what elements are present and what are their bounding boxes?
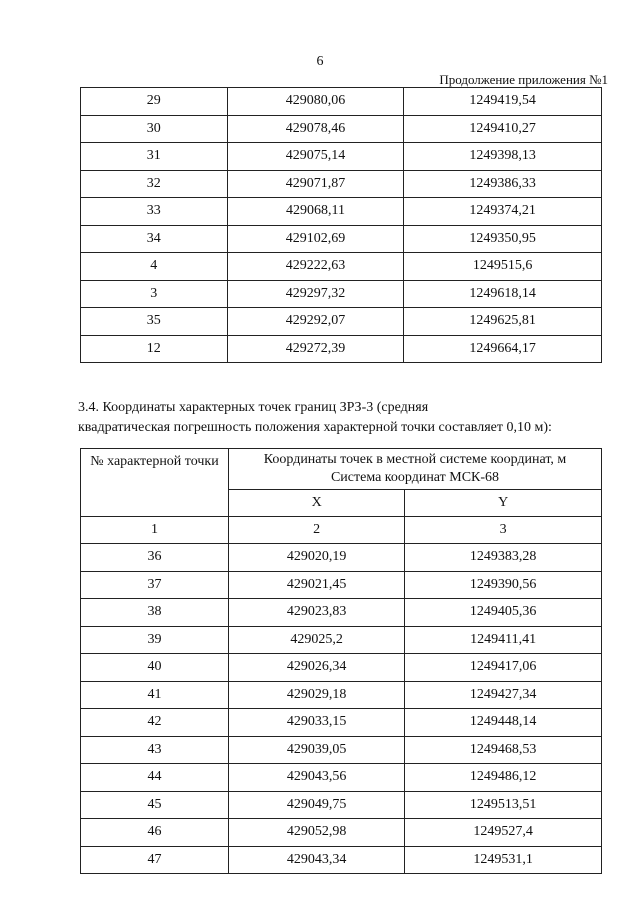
table-row [81, 571, 602, 599]
y-coordinate-cell: 1249390,56 [405, 571, 602, 599]
zrz3-coordinates-table [80, 448, 602, 874]
point-number-cell: 12 [81, 335, 228, 363]
point-number-cell: 41 [81, 681, 229, 709]
x-coordinate-cell: 429026,34 [229, 654, 405, 682]
y-coordinate-cell: 1249448,14 [405, 709, 602, 737]
table-row [81, 143, 602, 171]
y-coordinate-cell: 1249417,06 [405, 654, 602, 682]
table-row [81, 709, 602, 737]
y-coordinate-cell: 1249383,28 [405, 544, 602, 572]
table-row [81, 681, 602, 709]
point-number-cell: 44 [81, 764, 229, 792]
table-row [81, 170, 602, 198]
y-coordinate-cell: 1249374,21 [404, 198, 602, 226]
header-coordinates-line2: Система координат МСК-68 [330, 470, 500, 485]
x-coordinate-cell: 429102,69 [227, 225, 404, 253]
table-row [81, 198, 602, 226]
point-number-cell: 33 [81, 198, 228, 226]
appendix-continuation-note: Продолжение приложения №1 [439, 72, 608, 87]
y-coordinate-cell: 1249513,51 [405, 791, 602, 819]
x-coordinate-cell: 429068,11 [227, 198, 404, 226]
x-coordinate-cell: 429297,32 [227, 280, 404, 308]
point-number-cell: 3 [81, 280, 228, 308]
y-coordinate-cell: 1249398,13 [404, 143, 602, 171]
y-coordinate-cell: 1249664,17 [404, 335, 602, 363]
x-coordinate-cell: 429020,19 [229, 544, 405, 572]
y-coordinate-cell: 1249410,27 [404, 115, 602, 143]
table-row [81, 654, 602, 682]
point-number-cell: 37 [81, 571, 229, 599]
table-row [81, 626, 602, 654]
x-coordinate-cell: 429025,2 [229, 626, 405, 654]
y-coordinate-cell: 1249527,4 [405, 819, 602, 847]
x-coordinate-cell: 429043,34 [229, 846, 405, 874]
point-number-cell: 35 [81, 308, 228, 336]
coordinates-table-continued [80, 87, 602, 363]
table-row [81, 88, 602, 116]
x-coordinate-cell: 429222,63 [227, 253, 404, 281]
column-index: 1 [81, 517, 229, 544]
point-number-cell: 4 [81, 253, 228, 281]
point-number-cell: 38 [81, 599, 229, 627]
point-number-cell: 29 [81, 88, 228, 116]
point-number-cell: 32 [81, 170, 228, 198]
point-number-cell: 36 [81, 544, 229, 572]
x-coordinate-cell: 429023,83 [229, 599, 405, 627]
point-number-cell: 45 [81, 791, 229, 819]
x-coordinate-cell: 429272,39 [227, 335, 404, 363]
section-line-1: 3.4. Координаты характерных точек границ ЗРЗ-3 (средняя [78, 400, 429, 415]
x-coordinate-cell: 429075,14 [227, 143, 404, 171]
y-coordinate-cell: 1249411,41 [405, 626, 602, 654]
table-row [81, 791, 602, 819]
table-row [81, 846, 602, 874]
x-coordinate-cell: 429052,98 [229, 819, 405, 847]
point-number-cell: 30 [81, 115, 228, 143]
table-row [81, 308, 602, 336]
column-index: 3 [405, 517, 602, 544]
y-coordinate-cell: 1249486,12 [405, 764, 602, 792]
y-coordinate-cell: 1249468,53 [405, 736, 602, 764]
x-coordinate-cell: 429043,56 [229, 764, 405, 792]
y-coordinate-cell: 1249405,36 [405, 599, 602, 627]
table-row [81, 225, 602, 253]
y-coordinate-cell: 1249618,14 [404, 280, 602, 308]
y-coordinate-cell: 1249350,95 [404, 225, 602, 253]
header-x: X [229, 490, 405, 517]
table-row [81, 115, 602, 143]
point-number-cell: 31 [81, 143, 228, 171]
x-coordinate-cell: 429021,45 [229, 571, 405, 599]
point-number-cell: 46 [81, 819, 229, 847]
header-point-number: № характерной точки [81, 449, 229, 517]
x-coordinate-cell: 429080,06 [227, 88, 404, 116]
header-coordinates-line1: Координаты точек в местной системе координат, м [263, 452, 567, 467]
x-coordinate-cell: 429029,18 [229, 681, 405, 709]
point-number-cell: 39 [81, 626, 229, 654]
x-coordinate-cell: 429292,07 [227, 308, 404, 336]
y-coordinate-cell: 1249625,81 [404, 308, 602, 336]
point-number-cell: 42 [81, 709, 229, 737]
x-coordinate-cell: 429033,15 [229, 709, 405, 737]
column-index-row [81, 517, 602, 544]
point-number-cell: 47 [81, 846, 229, 874]
page-number: 6 [316, 54, 324, 69]
x-coordinate-cell: 429039,05 [229, 736, 405, 764]
point-number-cell: 43 [81, 736, 229, 764]
y-coordinate-cell: 1249531,1 [405, 846, 602, 874]
point-number-cell: 40 [81, 654, 229, 682]
table-row [81, 280, 602, 308]
point-number-cell: 34 [81, 225, 228, 253]
y-coordinate-cell: 1249386,33 [404, 170, 602, 198]
column-index: 2 [229, 517, 405, 544]
y-coordinate-cell: 1249427,34 [405, 681, 602, 709]
table-row [81, 335, 602, 363]
table-row [81, 736, 602, 764]
x-coordinate-cell: 429049,75 [229, 791, 405, 819]
table-row [81, 253, 602, 281]
y-coordinate-cell: 1249419,54 [404, 88, 602, 116]
y-coordinate-cell: 1249515,6 [404, 253, 602, 281]
x-coordinate-cell: 429071,87 [227, 170, 404, 198]
table-row [81, 819, 602, 847]
table-row [81, 764, 602, 792]
table-row [81, 599, 602, 627]
x-coordinate-cell: 429078,46 [227, 115, 404, 143]
section-line-2: квадратическая погрешность положения характерной точки составляет 0,10 м): [78, 420, 552, 435]
table-row [81, 544, 602, 572]
header-coordinates [229, 449, 602, 490]
section-3-4-paragraph [78, 398, 604, 438]
header-y: Y [405, 490, 602, 517]
